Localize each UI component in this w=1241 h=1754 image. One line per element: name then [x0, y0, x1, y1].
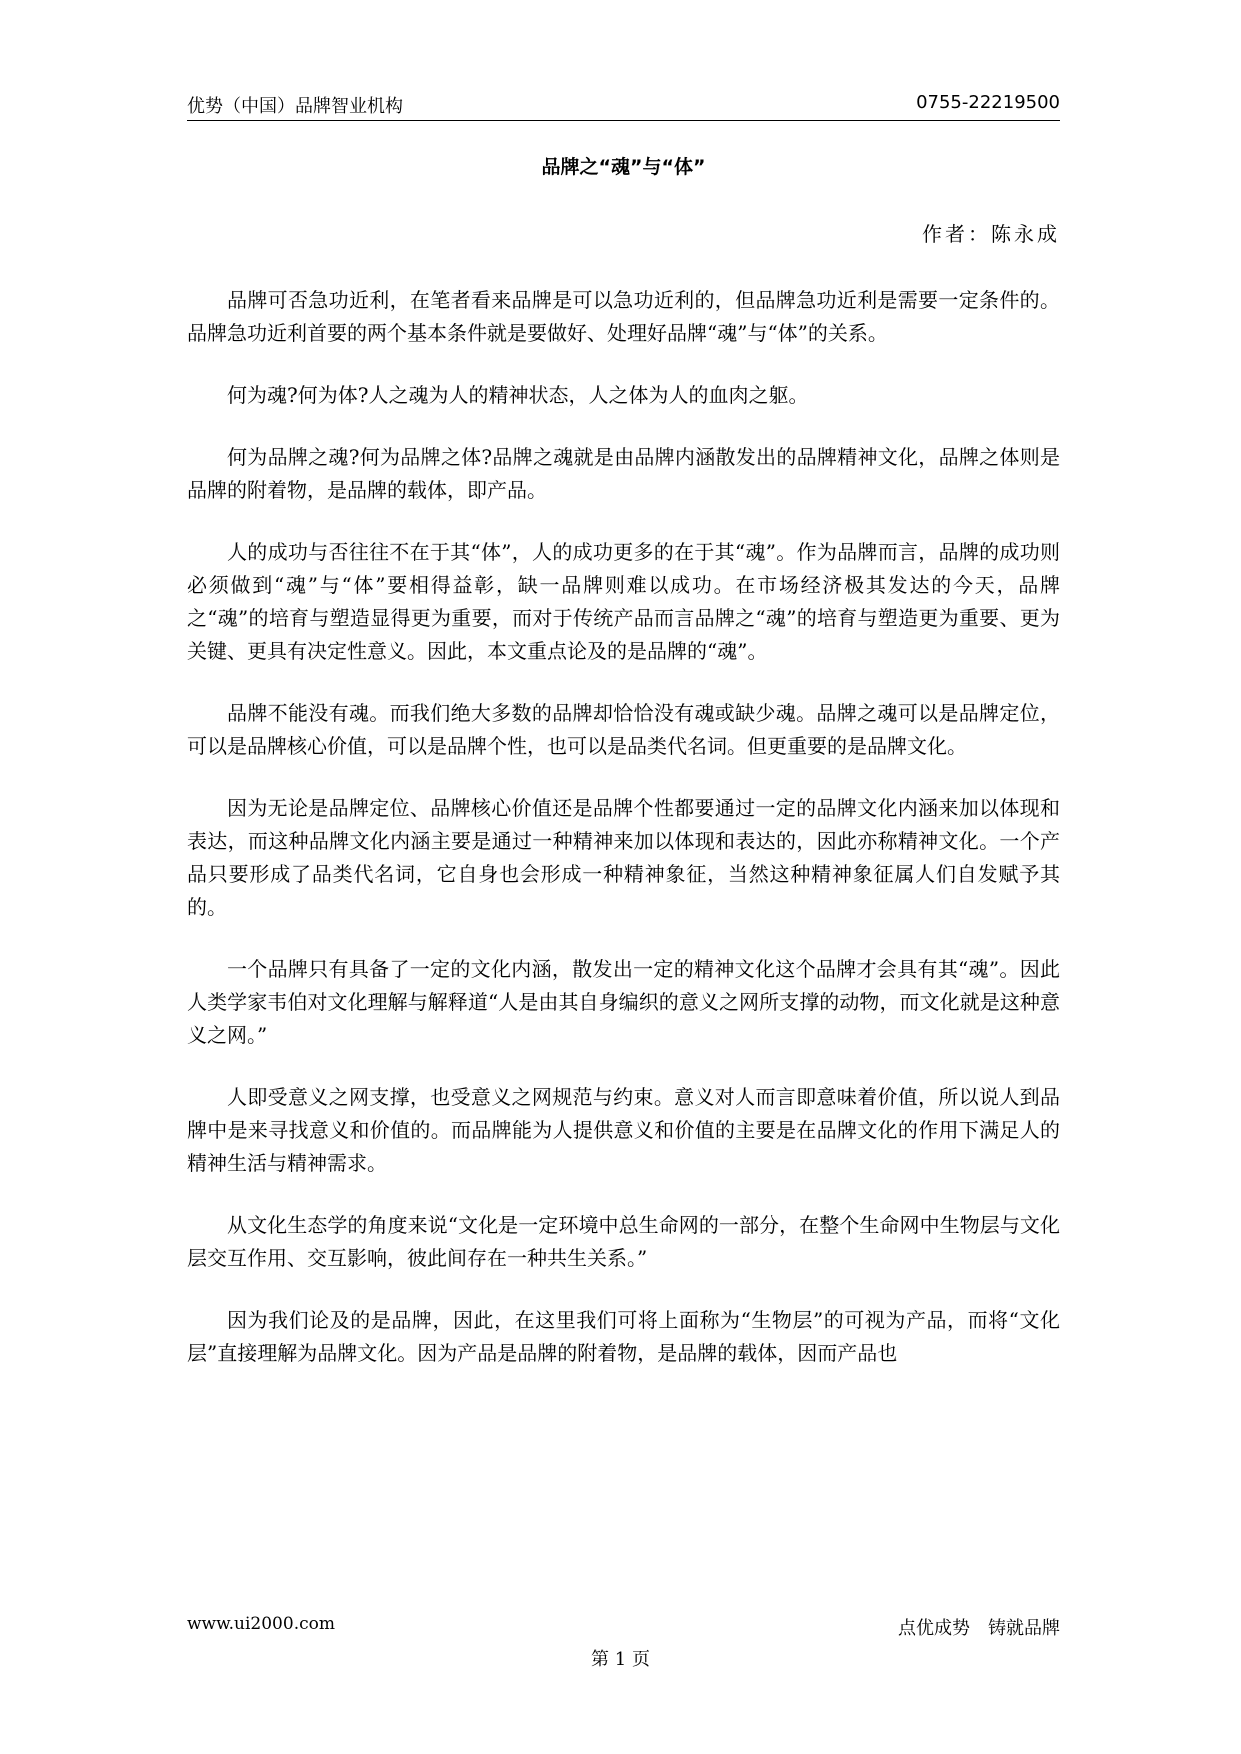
paragraph: 品牌不能没有魂。而我们绝大多数的品牌却恰恰没有魂或缺少魂。品牌之魂可以是品牌定位，可以是品牌核心价值，可以是品牌个性，也可以是品类代名词。但更重要的是品牌文化。 — [187, 701, 1060, 758]
header-organization: 优势（中国）品牌智业机构 — [187, 96, 403, 117]
paragraph: 何为魂?何为体?人之魂为人的精神状态，人之体为人的血肉之躯。 — [227, 383, 809, 407]
document-title: 品牌之“魂”与“体” — [541, 156, 706, 178]
paragraph: 人即受意义之网支撑，也受意义之网规范与约束。意义对人而言即意味着价值，所以说人到品牌中是来寻找意义和价值的。而品牌能为人提供意义和价值的主要是在品牌文化的作用下满足人的精神生活与精神需求。 — [187, 1085, 1060, 1175]
footer-website: www.ui2000.com — [187, 1614, 335, 1634]
paragraph: 品牌可否急功近利，在笔者看来品牌是可以急功近利的，但品牌急功近利是需要一定条件的。品牌急功近利首要的两个基本条件就是要做好、处理好品牌“魂”与“体”的关系。 — [187, 288, 1060, 345]
header-phone: 0755-22219500 — [916, 92, 1060, 113]
paragraph: 因为我们论及的是品牌，因此，在这里我们可将上面称为“生物层”的可视为产品，而将“文化层”直接理解为品牌文化。因为产品是品牌的附着物，是品牌的载体，因而产品也 — [187, 1308, 1060, 1365]
paragraph: 人的成功与否往往不在于其“体”，人的成功更多的在于其“魂”。作为品牌而言，品牌的成功则必须做到“魂”与“体”要相得益彰，缺一品牌则难以成功。在市场经济极其发达的今天，品牌之“魂”的培育与塑造显得更为重要，而对于传统产品而言品牌之“魂”的培育与塑造更为重要、更为关键、更具有决定性意义。因此，本文重点论及的是品牌的“魂”。 — [187, 540, 1060, 663]
page-number: 第 1 页 — [591, 1649, 650, 1670]
paragraph: 一个品牌只有具备了一定的文化内涵，散发出一定的精神文化这个品牌才会具有其“魂”。因此人类学家韦伯对文化理解与解释道“人是由其自身编织的意义之网所支撑的动物，而文化就是这种意义之网。” — [187, 957, 1060, 1047]
paragraph: 因为无论是品牌定位、品牌核心价值还是品牌个性都要通过一定的品牌文化内涵来加以体现和表达，而这种品牌文化内涵主要是通过一种精神来加以体现和表达的，因此亦称精神文化。一个产品只要形成了品类代名词，它自身也会形成一种精神象征，当然这种精神象征属人们自发赋予其的。 — [187, 796, 1060, 919]
page-header — [187, 90, 1060, 121]
footer-slogan: 点优成势 铸就品牌 — [898, 1618, 1060, 1639]
document-body — [187, 284, 1060, 1399]
paragraph: 何为品牌之魂?何为品牌之体?品牌之魂就是由品牌内涵散发出的品牌精神文化，品牌之体则是品牌的附着物，是品牌的载体，即产品。 — [187, 445, 1060, 502]
document-author: 作者：陈永成 — [922, 222, 1060, 246]
page-footer — [187, 1614, 1060, 1642]
paragraph: 从文化生态学的角度来说“文化是一定环境中总生命网的一部分，在整个生命网中生物层与文化层交互作用、交互影响，彼此间存在一种共生关系。” — [187, 1213, 1060, 1270]
